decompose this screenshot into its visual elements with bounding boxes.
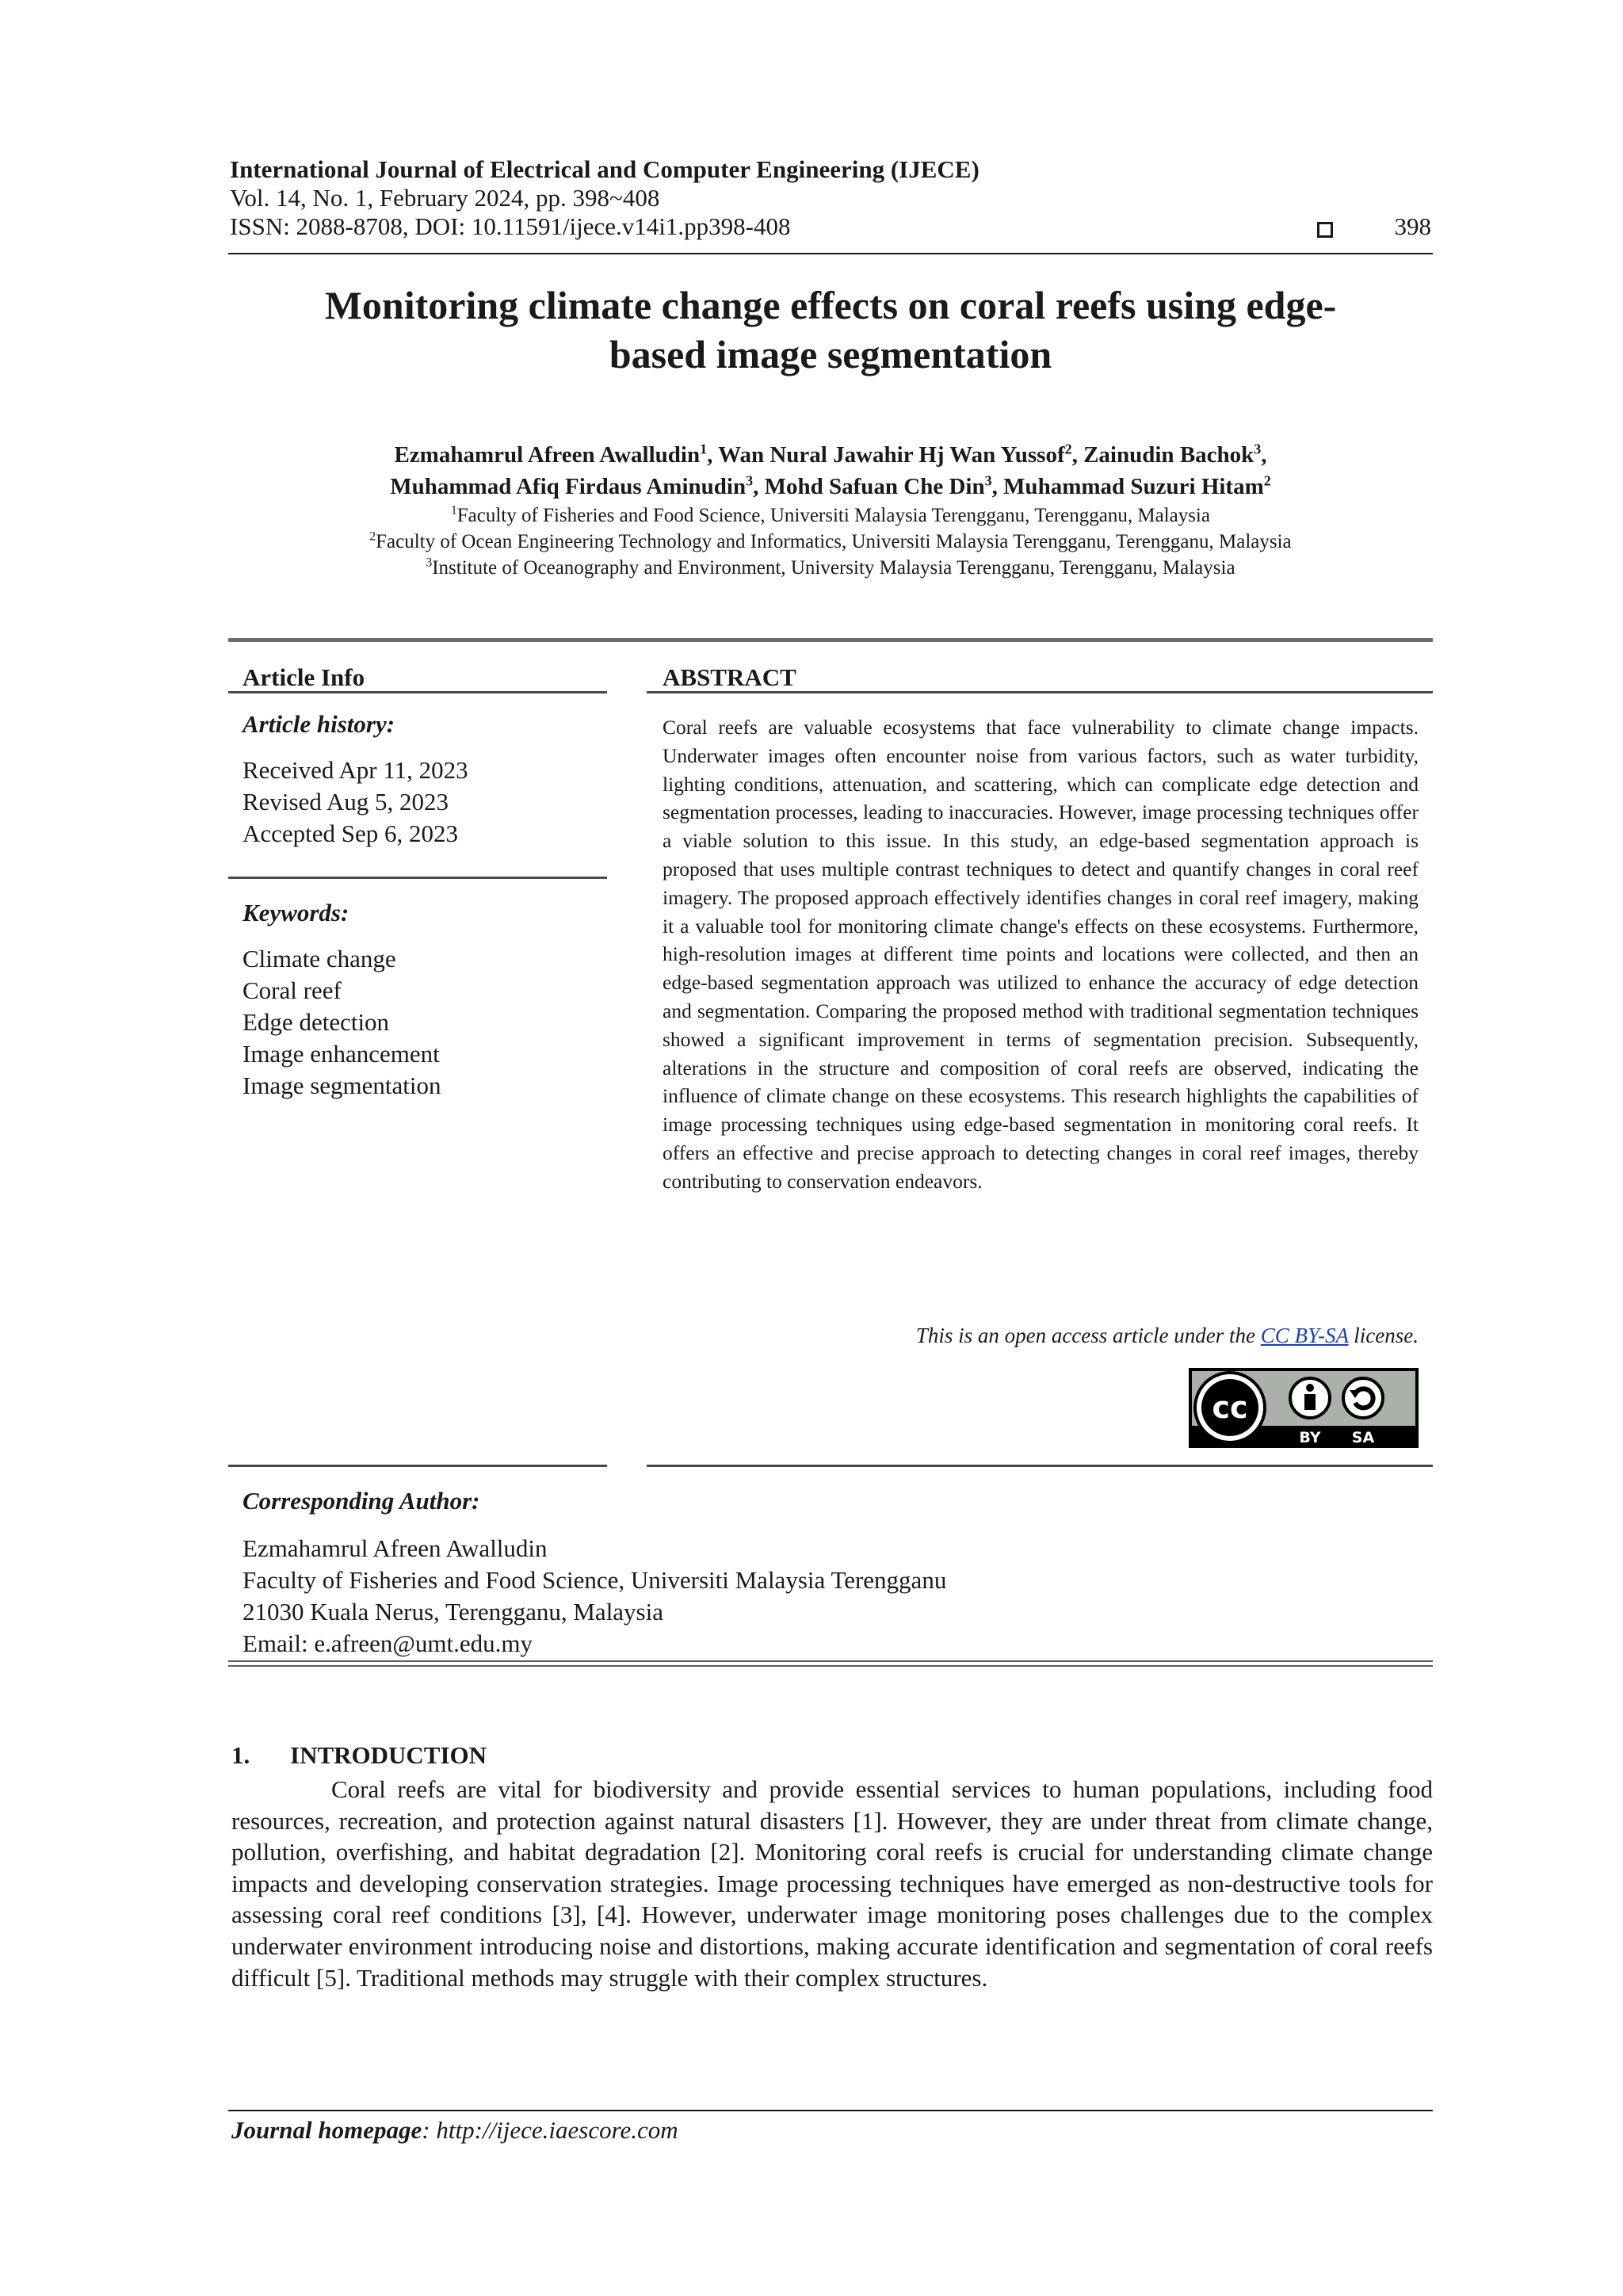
author-affiliation-mark: 3 (746, 472, 754, 489)
author-affiliation-mark: 3 (1254, 441, 1262, 457)
author-name: Muhammad Suzuri Hitam (1003, 474, 1264, 499)
affiliation-number: 1 (451, 503, 457, 518)
author-name: Mohd Safuan Che Din (764, 474, 985, 499)
affiliation-number: 2 (369, 529, 376, 544)
author-name: Muhammad Afiq Firdaus Aminudin (390, 474, 747, 499)
badge-by-label: BY (1299, 1429, 1321, 1446)
received-date: Received Apr 11, 2023 (242, 756, 468, 784)
author-line-1 (228, 439, 1433, 471)
author-separator: , (1071, 442, 1084, 468)
author-affiliation-mark: 2 (1263, 472, 1271, 489)
footer-rule (228, 2110, 1433, 2111)
author-name: Ezmahamrul Afreen Awalludin (394, 442, 701, 468)
history-rule (228, 877, 607, 879)
author-affiliation-mark: 1 (700, 441, 708, 457)
keyword-item: Climate change (242, 945, 396, 972)
corresponding-author-block (242, 1533, 946, 1660)
page-number: 398 (1394, 212, 1431, 240)
affiliation-list (228, 502, 1433, 581)
cc-by-sa-badge[interactable] (1189, 1368, 1419, 1448)
author-line-2 (228, 471, 1433, 502)
cc-icon (1195, 1373, 1265, 1442)
square-bullet-icon (1317, 222, 1333, 238)
title-line-1: Monitoring climate change effects on coral reefs using edge- (324, 283, 1337, 327)
share-alike-icon (1343, 1378, 1383, 1418)
journal-homepage (231, 2116, 678, 2145)
journal-volume: Vol. 14, No. 1, February 2024, pp. 398~408 (230, 184, 660, 212)
section-number: 1. (231, 1741, 250, 1769)
abstract-heading: ABSTRACT (663, 663, 796, 691)
keyword-item: Edge detection (242, 1008, 390, 1036)
badge-sa-label: SA (1351, 1429, 1375, 1446)
corresponding-author-heading: Corresponding Author: (242, 1487, 480, 1515)
journal-homepage-url[interactable]: : http://ijece.iaescore.com (422, 2116, 678, 2144)
introduction-paragraph: Coral reefs are vital for biodiversity and provide essential services to human populations, including food resources, recreation, and protection against natural disasters [1]. However, they are under threat from climate change, pollution, overfishing, and habitat degradation [2]. Monitoring coral reefs is crucial for understanding climate change impacts and developing conservation strategies. Image processing techniques have emerged as non-destructive tools for assessing coral reef conditions [3], [4]. However, underwater image monitoring poses challenges due to the complex underwater environment introducing noise and distortions, making accurate identification and segmentation of coral reefs difficult [5]. Traditional methods may struggle with their complex structures. (231, 1775, 1433, 1992)
article-info-heading: Article Info (242, 663, 365, 691)
title-line-2: based image segmentation (609, 332, 1052, 376)
affiliation-text: Faculty of Fisheries and Food Science, Universiti Malaysia Terengganu, Terengganu, Malaysia (456, 505, 1210, 526)
author-separator: , (991, 474, 1004, 499)
author-separator: , (753, 474, 765, 499)
info-end-rule-1 (228, 1660, 1433, 1662)
info-heading-rule (228, 691, 607, 693)
author-separator: , (707, 442, 719, 468)
license-prefix: This is an open access article under the (915, 1324, 1261, 1347)
affiliation-text: Faculty of Ocean Engineering Technology and Informatics, Universiti Malaysia Terengganu, Terengganu, Malaysia (376, 531, 1292, 552)
keyword-list (242, 943, 441, 1102)
header-rule (228, 253, 1433, 254)
author-name: Wan Nural Jawahir Hj Wan Yussof (718, 442, 1065, 468)
revised-date: Revised Aug 5, 2023 (242, 788, 449, 816)
affiliation-number: 3 (426, 556, 433, 570)
corresponding-author-email[interactable]: Email: e.afreen@umt.edu.my (242, 1629, 533, 1657)
info-bottom-rule-right (647, 1465, 1433, 1467)
section-title: INTRODUCTION (290, 1741, 487, 1769)
article-history-heading: Article history: (242, 710, 395, 738)
license-suffix: license. (1348, 1324, 1419, 1347)
article-history (242, 755, 468, 850)
corresponding-author-affiliation: Faculty of Fisheries and Food Science, Universiti Malaysia Terengganu (242, 1566, 947, 1594)
keyword-item: Image segmentation (242, 1072, 441, 1099)
journal-homepage-label: Journal homepage (231, 2116, 422, 2144)
affiliation-item (228, 555, 1433, 581)
corresponding-author-name: Ezmahamrul Afreen Awalludin (242, 1534, 548, 1562)
accepted-date: Accepted Sep 6, 2023 (242, 819, 459, 847)
keyword-item: Coral reef (242, 976, 342, 1004)
affiliation-item (228, 529, 1433, 555)
info-end-rule-2 (228, 1665, 1433, 1667)
journal-issn-doi: ISSN: 2088-8708, DOI: 10.11591/ijece.v14i1.pp398-408 (230, 212, 791, 240)
license-statement (663, 1324, 1419, 1348)
attribution-icon (1290, 1378, 1330, 1418)
author-list (228, 439, 1433, 502)
author-name: Zainudin Bachok (1083, 442, 1254, 468)
abstract-text: Coral reefs are valuable ecosystems that face vulnerability to climate change impacts. Underwater images often encounter noise from various factors, such as water turbidity, lighting conditions, attenuation, and scattering, which can complicate edge detection and segmentation processes, leading to inaccuracies. However, image processing techniques offer a viable solution to this issue. In this study, an edge-based segmentation approach is proposed that uses multiple contrast techniques to detect and quantify changes in coral reef imagery. The proposed approach effectively identifies changes in coral reef imagery, making it a valuable tool for monitoring climate change's effects on these ecosystems. Furthermore, high-resolution images at different time points and locations were collected, and then an edge-based segmentation approach was utilized to enhance the accuracy of edge detection and segmentation. Comparing the proposed method with traditional segmentation techniques showed a significant improvement in terms of segmentation precision. Subsequently, alterations in the structure and composition of coral reefs are observed, indicating the influence of climate change on these ecosystems. This research highlights the capabilities of image processing techniques using edge-based segmentation in monitoring coral reefs. It offers an effective and precise approach to detecting changes in coral reef images, thereby contributing to conservation endeavors. (663, 716, 1419, 1193)
svg-text:cc: cc (1212, 1390, 1248, 1425)
section-heading-introduction (231, 1741, 487, 1770)
info-top-rule (228, 638, 1433, 642)
affiliation-text: Institute of Oceanography and Environment, University Malaysia Terengganu, Terengganu, Malaysia (432, 557, 1235, 579)
corresponding-author-address: 21030 Kuala Nerus, Terengganu, Malaysia (242, 1598, 663, 1626)
affiliation-item (228, 502, 1433, 529)
abstract-heading-rule (647, 691, 1433, 693)
author-affiliation-mark: 2 (1064, 441, 1072, 457)
info-bottom-rule-left (228, 1465, 607, 1467)
paper-title (228, 281, 1433, 379)
keywords-heading: Keywords: (242, 899, 349, 926)
license-link[interactable]: CC BY-SA (1260, 1324, 1349, 1347)
keyword-item: Image enhancement (242, 1040, 440, 1068)
author-separator: , (1261, 442, 1267, 468)
journal-name: International Journal of Electrical and Computer Engineering (IJECE) (230, 155, 980, 183)
author-affiliation-mark: 3 (984, 472, 992, 489)
